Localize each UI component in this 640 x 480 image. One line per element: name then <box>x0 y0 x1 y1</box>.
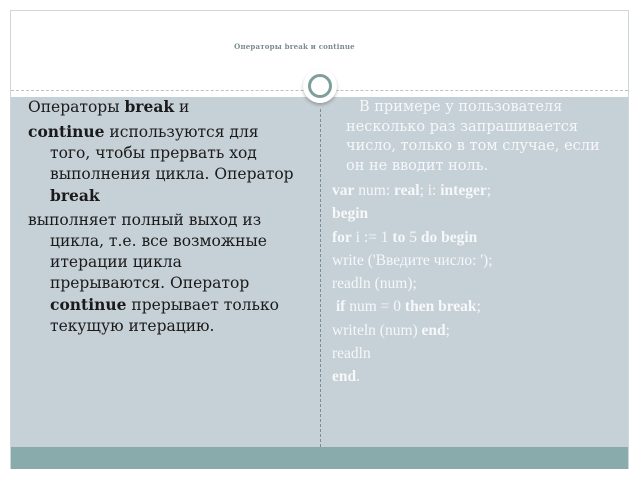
keyword-text: end <box>332 368 357 386</box>
text-segment: i := 1 <box>351 228 393 246</box>
text-segment: num = 0 <box>345 298 405 316</box>
text-segment: Операторы <box>28 98 125 116</box>
keyword-text: then <box>404 298 435 316</box>
keyword-text: var <box>332 182 355 199</box>
intro-text: В примере у пользователя несколько раз запрашивается число, только в том случае, если он не вводит ноль. <box>346 99 600 174</box>
text-segment: ; <box>486 182 492 199</box>
text-segment: readln (num); <box>332 275 417 293</box>
code-line <box>332 295 622 318</box>
column-divider <box>320 109 321 447</box>
left-paragraph <box>28 96 298 118</box>
keyword-text: begin <box>332 205 369 223</box>
text-segment: ; <box>476 298 481 316</box>
code-line <box>332 272 622 295</box>
text-segment: . <box>356 368 360 386</box>
left-paragraph <box>28 121 298 207</box>
example-intro <box>332 98 622 176</box>
footer-band <box>11 447 628 469</box>
keyword-text: continue <box>28 122 105 141</box>
keyword-text: if <box>335 298 346 316</box>
left-paragraph <box>28 210 298 337</box>
keyword-text: for <box>332 228 352 246</box>
keyword-text: begin <box>441 228 478 246</box>
code-line <box>332 365 622 388</box>
text-segment: 5 <box>405 228 421 246</box>
text-segment: используются для того, чтобы прервать ход выполнения цикла. Оператор <box>50 123 294 183</box>
keyword-text: do <box>420 228 438 246</box>
code-line <box>332 342 622 365</box>
text-segment: ; <box>445 321 450 339</box>
text-segment: write ('Введите число: '); <box>332 251 493 269</box>
keyword-text: continue <box>50 295 127 314</box>
text-segment: и <box>174 98 190 116</box>
keyword-text: break <box>50 186 100 205</box>
keyword-text: integer <box>440 182 487 199</box>
slide-title <box>11 42 628 51</box>
right-column <box>332 98 622 389</box>
text-segment: num: <box>354 182 395 199</box>
code-block <box>332 179 622 389</box>
left-column-text <box>28 96 298 337</box>
text-segment: readln <box>332 345 371 363</box>
text-segment: ; i: <box>419 182 441 199</box>
code-line <box>332 202 622 225</box>
keyword-text: end <box>421 321 446 339</box>
keyword-text: break <box>124 97 175 116</box>
keyword-text: real <box>394 182 420 199</box>
keyword-text: break <box>438 298 477 316</box>
code-line <box>332 179 622 202</box>
keyword-text: to <box>392 228 406 246</box>
code-line <box>332 226 622 249</box>
text-segment: прерывает только текущую итерацию. <box>50 296 279 335</box>
text-segment: writeln (num) <box>332 321 422 339</box>
code-line <box>332 319 622 342</box>
slide-title-text: Операторы break и continue <box>234 42 355 51</box>
text-segment: выполняет полный выход из цикла, т.е. все возможные итерации цикла прерываются. Оператор <box>28 211 267 292</box>
code-line <box>332 249 622 272</box>
